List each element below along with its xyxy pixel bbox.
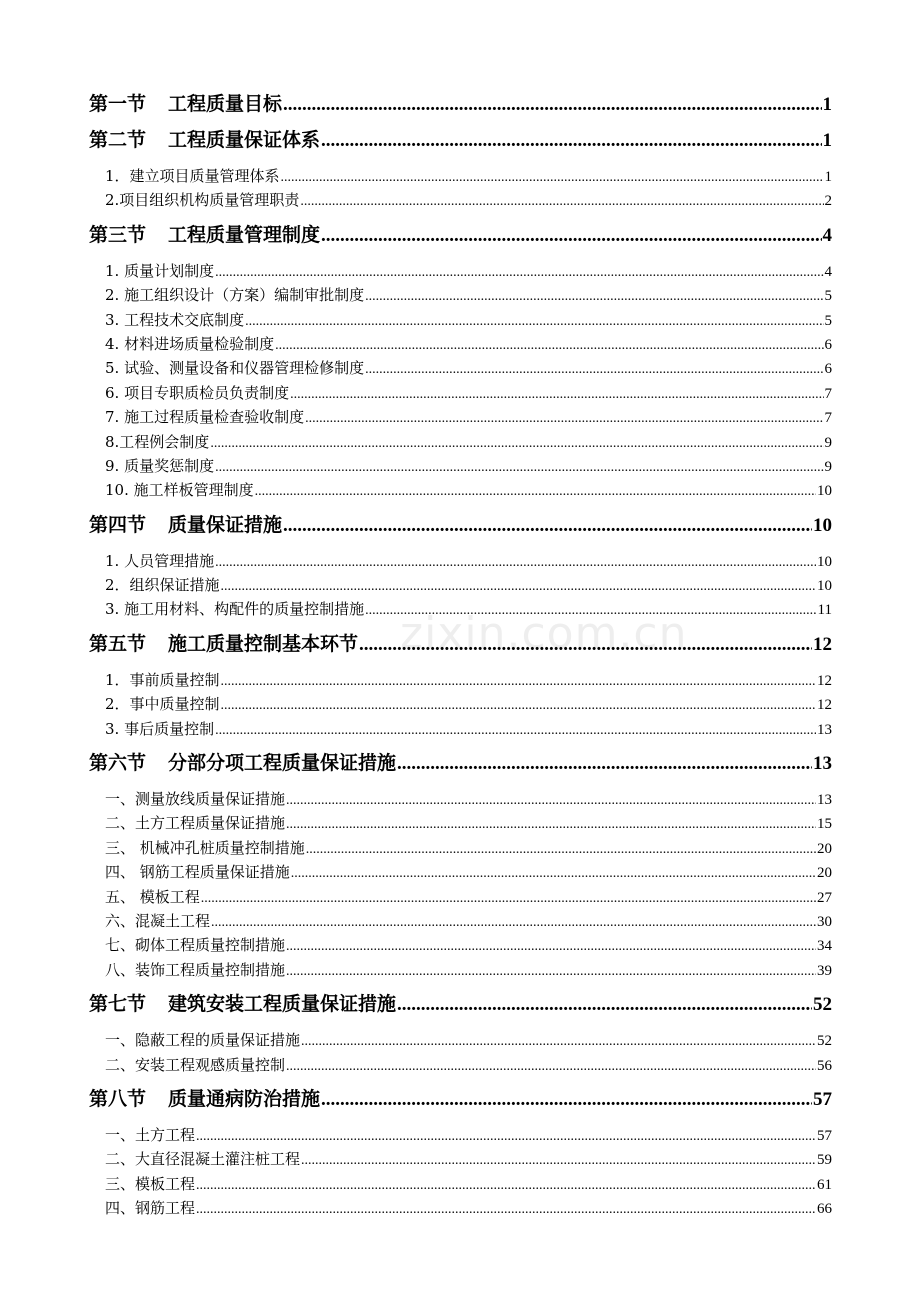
page-number: 11 — [817, 602, 832, 619]
toc-item[interactable] — [89, 188, 832, 212]
leader-dots — [201, 887, 816, 911]
toc-item[interactable] — [89, 933, 832, 957]
item-label: 1. 质量计划制度 — [105, 261, 215, 280]
page-number: 39 — [817, 962, 832, 979]
page-number: 30 — [817, 913, 832, 930]
item-label: 八、装饰工程质量控制措施 — [105, 960, 286, 979]
leader-dots — [283, 87, 821, 123]
item-label: 4. 材料进场质量检验制度 — [105, 334, 275, 353]
item-label: 1．事前质量控制 — [105, 670, 220, 689]
page-number: 10 — [813, 514, 832, 536]
toc-section-heading[interactable] — [89, 626, 832, 662]
page-number: 34 — [817, 938, 832, 955]
item-label: 二、土方工程质量保证措施 — [105, 814, 286, 833]
section-title — [89, 745, 396, 781]
section-name: 工程质量目标 — [168, 93, 283, 115]
item-label: 6. 项目专职质检员负责制度 — [105, 383, 290, 402]
item-label: 1. 人员管理措施 — [105, 551, 215, 570]
item-label: 7. 施工过程质量检查验收制度 — [105, 408, 305, 427]
item-label: 四、 钢筋工程质量保证措施 — [105, 863, 290, 882]
item-label: 10. 施工样板管理制度 — [105, 481, 254, 500]
page-number: 57 — [817, 1127, 832, 1144]
item-label: 3. 工程技术交底制度 — [105, 310, 245, 329]
leader-dots — [286, 813, 816, 837]
item-label: 3. 事后质量控制 — [105, 719, 215, 738]
page-number: 9 — [824, 458, 832, 475]
item-label: 三、模板工程 — [105, 1174, 196, 1193]
section-title — [89, 1081, 320, 1117]
toc-item[interactable] — [89, 454, 832, 478]
page-number: 66 — [817, 1201, 832, 1218]
toc-item[interactable] — [89, 549, 832, 573]
item-label: 七、砌体工程质量控制措施 — [105, 936, 286, 955]
leader-dots — [221, 575, 816, 599]
section-number: 第四节 — [89, 513, 147, 536]
section-number: 第三节 — [89, 223, 147, 246]
section-title — [89, 86, 282, 122]
leader-dots — [286, 960, 816, 984]
toc-section-heading[interactable] — [89, 507, 832, 543]
toc-section-heading[interactable] — [89, 122, 832, 158]
toc-item[interactable] — [89, 405, 832, 429]
page-number: 9 — [824, 434, 832, 451]
page-number: 13 — [817, 721, 832, 738]
page-number: 59 — [817, 1152, 832, 1169]
page-number: 20 — [817, 840, 832, 857]
item-label: 2．事中质量控制 — [105, 695, 220, 714]
page-number: 10 — [817, 483, 832, 500]
toc-item[interactable] — [89, 909, 832, 933]
toc-item[interactable] — [89, 860, 832, 884]
section-name: 质量通病防治措施 — [168, 1087, 321, 1110]
section-number: 第五节 — [89, 632, 147, 655]
page-number: 12 — [817, 672, 832, 689]
item-label: 3. 施工用材料、构配件的质量控制措施 — [105, 600, 365, 619]
leader-dots — [306, 838, 816, 862]
section-number: 第七节 — [89, 993, 147, 1016]
item-label: 五、 模板工程 — [105, 887, 200, 906]
leader-dots — [300, 190, 823, 214]
section-title — [89, 626, 358, 662]
leader-dots — [286, 789, 816, 813]
leader-dots — [359, 627, 812, 663]
page-number: 5 — [824, 312, 832, 329]
page-number: 1 — [822, 94, 832, 115]
section-name: 质量保证措施 — [168, 513, 283, 536]
toc-item[interactable] — [89, 1196, 832, 1220]
leader-dots — [286, 935, 816, 959]
watermark-text: zixin.com.cn — [400, 608, 688, 659]
toc-item[interactable] — [89, 668, 832, 692]
page-number: 15 — [817, 816, 832, 833]
leader-dots — [215, 719, 816, 743]
page-number: 10 — [817, 578, 832, 595]
item-label: 一、隐蔽工程的质量保证措施 — [105, 1031, 301, 1050]
item-label: 2. 施工组织设计（方案）编制审批制度 — [105, 286, 365, 305]
leader-dots — [221, 694, 816, 718]
toc-item[interactable] — [89, 164, 832, 188]
page-number: 2 — [824, 193, 832, 210]
section-name: 工程质量管理制度 — [168, 223, 321, 246]
leader-dots — [286, 1055, 816, 1079]
item-label: 二、大直径混凝土灌注桩工程 — [105, 1150, 301, 1169]
leader-dots — [245, 310, 823, 334]
page-number: 4 — [824, 263, 832, 280]
toc-item[interactable] — [89, 958, 832, 982]
page-number: 56 — [817, 1057, 832, 1074]
page-number: 61 — [817, 1176, 832, 1193]
page-number: 7 — [824, 385, 832, 402]
toc-item[interactable] — [89, 381, 832, 405]
toc-item[interactable] — [89, 787, 832, 811]
page-number: 13 — [817, 792, 832, 809]
page-number: 12 — [817, 697, 832, 714]
leader-dots — [305, 407, 823, 431]
page-number: 57 — [813, 1088, 832, 1110]
item-label: 二、安装工程观感质量控制 — [105, 1055, 286, 1074]
page-number: 1 — [822, 130, 832, 151]
section-number: 第一节 — [89, 93, 147, 115]
section-title — [89, 122, 320, 158]
item-label: 9. 质量奖惩制度 — [105, 456, 215, 475]
page-number: 4 — [822, 224, 832, 246]
item-label: 2．组织保证措施 — [105, 576, 220, 595]
section-title — [89, 217, 320, 253]
leader-dots — [196, 1174, 816, 1198]
leader-dots — [215, 456, 823, 480]
section-number: 第六节 — [89, 752, 147, 775]
toc-item[interactable] — [89, 692, 832, 716]
item-label: 一、土方工程 — [105, 1125, 196, 1144]
leader-dots — [275, 334, 823, 358]
section-name: 建筑安装工程质量保证措施 — [168, 993, 397, 1016]
leader-dots — [321, 1082, 812, 1118]
toc-item[interactable] — [89, 430, 832, 454]
page-number: 27 — [817, 889, 832, 906]
toc-item[interactable] — [89, 885, 832, 909]
toc-item[interactable] — [89, 478, 832, 502]
item-label: 三、 机械冲孔桩质量控制措施 — [105, 838, 305, 857]
section-name: 施工质量控制基本环节 — [168, 632, 359, 655]
item-label: 8.工程例会制度 — [105, 432, 210, 451]
toc-item[interactable] — [89, 283, 832, 307]
page-number: 6 — [824, 336, 832, 353]
leader-dots — [301, 1149, 816, 1173]
leader-dots — [397, 746, 812, 782]
toc-item[interactable] — [89, 1123, 832, 1147]
item-label: 一、测量放线质量保证措施 — [105, 790, 286, 809]
leader-dots — [215, 551, 816, 575]
leader-dots — [255, 480, 816, 504]
leader-dots — [397, 987, 812, 1023]
toc-item[interactable] — [89, 717, 832, 741]
toc-item[interactable] — [89, 836, 832, 860]
toc-item[interactable] — [89, 573, 832, 597]
page-number: 12 — [813, 633, 832, 655]
page-number: 5 — [824, 288, 832, 305]
toc-item[interactable] — [89, 1147, 832, 1171]
toc-section-heading[interactable] — [89, 1081, 832, 1117]
item-label: 六、混凝土工程 — [105, 911, 211, 930]
toc-item[interactable] — [89, 308, 832, 332]
page-number: 52 — [817, 1033, 832, 1050]
toc-item[interactable] — [89, 356, 832, 380]
item-label: 5. 试验、测量设备和仪器管理检修制度 — [105, 359, 365, 378]
leader-dots — [290, 383, 823, 407]
section-title — [89, 986, 396, 1022]
page-number: 7 — [824, 410, 832, 427]
toc-section-heading[interactable] — [89, 86, 832, 122]
page-number: 13 — [813, 753, 832, 775]
leader-dots — [281, 166, 824, 190]
leader-dots — [283, 508, 812, 544]
section-title — [89, 507, 282, 543]
toc-section-heading[interactable] — [89, 745, 832, 781]
toc-item[interactable] — [89, 1028, 832, 1052]
toc-item[interactable] — [89, 332, 832, 356]
leader-dots — [321, 218, 821, 254]
toc-item[interactable] — [89, 1172, 832, 1196]
leader-dots — [321, 123, 821, 159]
leader-dots — [365, 599, 816, 623]
item-label: 1．建立项目质量管理体系 — [105, 167, 280, 185]
leader-dots — [301, 1030, 816, 1054]
leader-dots — [210, 432, 823, 456]
section-name: 工程质量保证体系 — [168, 129, 321, 151]
page-number: 10 — [817, 553, 832, 570]
page-number: 6 — [824, 361, 832, 378]
item-label: 2.项目组织机构质量管理职责 — [105, 191, 300, 210]
toc-section-heading[interactable] — [89, 986, 832, 1022]
leader-dots — [365, 285, 823, 309]
leader-dots — [196, 1125, 816, 1149]
leader-dots — [291, 862, 816, 886]
leader-dots — [211, 911, 816, 935]
item-label: 四、钢筋工程 — [105, 1199, 196, 1218]
toc-section-heading[interactable] — [89, 217, 832, 253]
toc-item[interactable] — [89, 259, 832, 283]
leader-dots — [215, 261, 823, 285]
section-number: 第八节 — [89, 1087, 147, 1110]
section-number: 第二节 — [89, 129, 147, 151]
toc-item[interactable] — [89, 811, 832, 835]
page-number: 1 — [824, 169, 832, 185]
leader-dots — [221, 670, 816, 694]
page-number: 52 — [813, 994, 832, 1016]
page-number: 20 — [817, 865, 832, 882]
table-of-contents — [89, 86, 832, 1225]
toc-item[interactable] — [89, 597, 832, 621]
toc-item[interactable] — [89, 1053, 832, 1077]
leader-dots — [196, 1198, 816, 1222]
section-name: 分部分项工程质量保证措施 — [168, 752, 397, 775]
leader-dots — [365, 358, 823, 382]
